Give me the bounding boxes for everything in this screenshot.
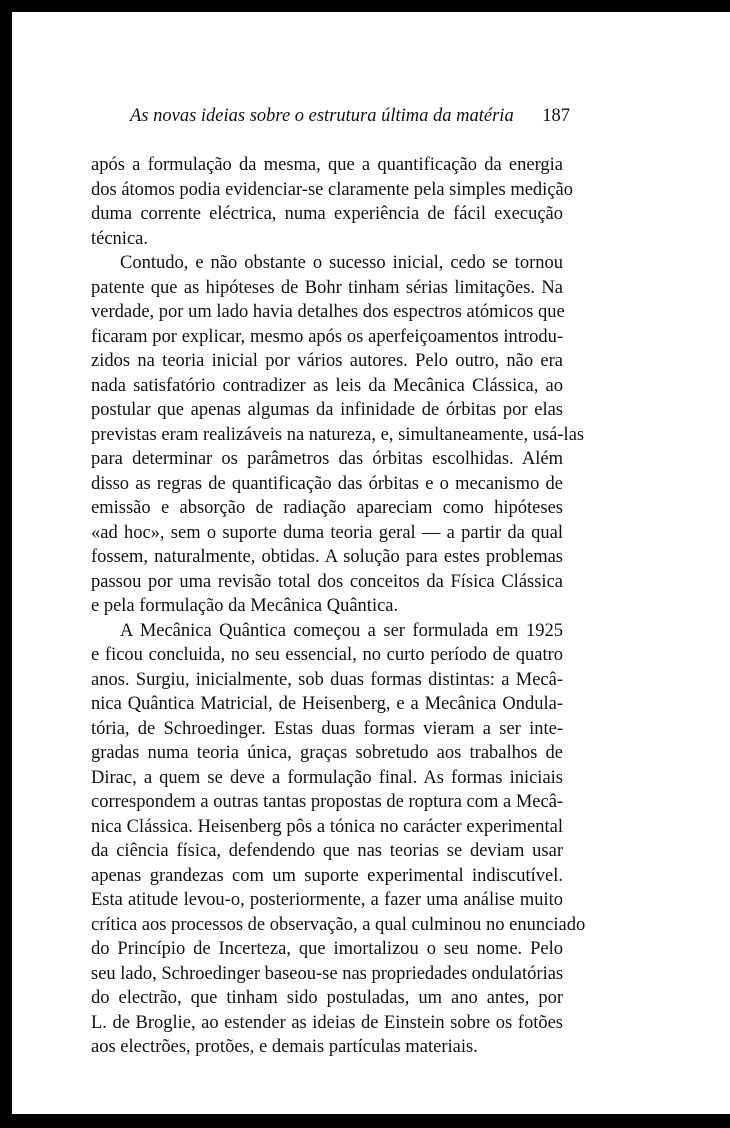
text-line: duma corrente eléctrica, numa experiência de fácil execução	[91, 204, 563, 224]
text-line: verdade, por um lado havia detalhes dos espectros atómicos que	[91, 302, 565, 322]
text-line: «ad hoc», sem o suporte duma teoria geral — a partir da qual	[91, 522, 563, 543]
text-line: e pela formulação da Mecânica Quântica.	[91, 596, 399, 616]
text-line: fossem, naturalmente, obtidas. A solução para estes problemas	[91, 547, 563, 567]
text-line: previstas eram realizáveis na natureza, e, simultaneamente, usá-las	[91, 424, 585, 445]
text-line: aos electrões, protões, e demais partículas materiais.	[91, 1037, 478, 1057]
text-line: L. de Broglie, ao estender as ideias de Einstein sobre os fotões	[91, 1012, 563, 1033]
text-line: zidos na teoria inicial por vários autores. Pelo outro, não era	[91, 351, 563, 371]
text-line: técnica.	[91, 228, 148, 249]
text-line: nica Quântica Matricial, de Heisenberg, e a Mecânica Ondula-	[91, 694, 563, 714]
text-line: A Mecânica Quântica começou a ser formulada em 1925	[120, 620, 563, 641]
text-line: correspondem a outras tantas propostas de roptura com a Mecâ-	[91, 792, 564, 812]
text-line: emissão e absorção de radiação apareciam como hipóteses	[91, 498, 563, 518]
text-line: seu lado, Schroedinger baseou-se nas propriedades ondulatórias	[91, 963, 564, 984]
body-text	[91, 153, 586, 1060]
running-head	[130, 106, 570, 132]
text-line: para determinar os parâmetros das órbitas escolhidas. Além	[91, 449, 563, 469]
text-line: Dirac, a quem se deve a formulação final. As formas iniciais	[91, 767, 563, 788]
text-line: patente que as hipóteses de Bohr tinham sérias limitações. Na	[91, 277, 563, 298]
text-line: dos átomos podia evidenciar-se claramente pela simples medição	[91, 179, 573, 200]
text-line: após a formulação da mesma, que a quantificação da energia	[91, 155, 563, 175]
text-line: do electrão, que tinham sido postuladas, um ano antes, por	[91, 988, 563, 1008]
text-line: nica Clássica. Heisenberg pôs a tónica no carácter experimental	[91, 816, 563, 837]
text-line: apenas grandezas com um suporte experimental indiscutível.	[91, 865, 563, 886]
text-line: tória, de Schroedinger. Estas duas formas vieram a ser inte-	[91, 718, 563, 739]
text-line: Contudo, e não obstante o sucesso inicial, cedo se tornou	[120, 253, 563, 273]
text-line: do Princípio de Incerteza, que imortalizou o seu nome. Pelo	[91, 939, 563, 959]
text-line: e ficou concluida, no seu essencial, no curto período de quatro	[91, 645, 563, 665]
running-head-title: As novas ideias sobre o estrutura última da matéria	[130, 106, 514, 126]
text-line: ficaram por explicar, mesmo após os aperfeiçoamentos introdu-	[91, 326, 563, 347]
text-line: disso as regras de quantificação das órbitas e o mecanismo de	[91, 473, 563, 494]
text-line: da ciência física, defendendo que nas teorias se deviam usar	[91, 841, 563, 861]
text-line: crítica aos processos de observação, a qual culminou no enunciado	[91, 914, 586, 935]
text-line: passou por uma revisão total dos conceitos da Física Clássica	[91, 571, 563, 592]
text-line: anos. Surgiu, inicialmente, sob duas formas distintas: a Mecâ-	[91, 669, 563, 690]
text-line: Esta atitude levou-o, posteriormente, a fazer uma análise muito	[91, 890, 563, 910]
page-number: 187	[542, 106, 570, 126]
text-line: postular que apenas algumas da infinidade de órbitas por elas	[91, 400, 563, 420]
text-line: gradas numa teoria única, graças sobretudo aos trabalhos de	[91, 743, 563, 763]
text-line: nada satisfatório contradizer as leis da Mecânica Clássica, ao	[91, 375, 563, 396]
